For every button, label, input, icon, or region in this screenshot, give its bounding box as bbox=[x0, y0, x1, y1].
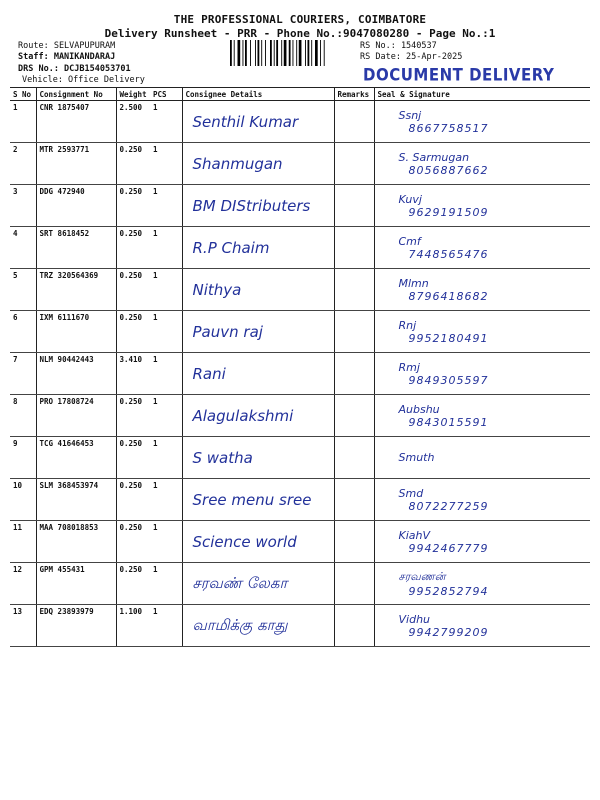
cell-sno: 11 bbox=[10, 521, 36, 563]
cell-weight: 0.250 bbox=[116, 269, 150, 311]
cell-signature bbox=[374, 311, 590, 353]
signature-scribble: Rnj bbox=[398, 318, 417, 332]
table-header-row bbox=[10, 88, 590, 101]
cell-consignee: Shanmugan bbox=[182, 143, 334, 185]
cell-sno: 10 bbox=[10, 479, 36, 521]
cell-remarks bbox=[334, 437, 374, 479]
signature-phone: 9942467779 bbox=[408, 541, 489, 555]
cell-remarks bbox=[334, 227, 374, 269]
col-signature: Seal & Signature bbox=[374, 88, 590, 101]
table-row bbox=[10, 353, 590, 395]
table-row bbox=[10, 479, 590, 521]
cell-remarks bbox=[334, 185, 374, 227]
table-row bbox=[10, 437, 590, 479]
signature-phone: 9952852794 bbox=[408, 584, 489, 598]
cell-pcs: 1 bbox=[150, 143, 182, 185]
cell-remarks bbox=[334, 143, 374, 185]
cell-consignment-no: MTR 2593771 bbox=[36, 143, 116, 185]
cell-consignee: சரவண் லேகா bbox=[182, 563, 334, 605]
cell-signature bbox=[374, 101, 590, 143]
cell-pcs: 1 bbox=[150, 395, 182, 437]
cell-weight: 0.250 bbox=[116, 395, 150, 437]
cell-signature bbox=[374, 437, 590, 479]
cell-weight: 3.410 bbox=[116, 353, 150, 395]
cell-consignment-no: CNR 1875407 bbox=[36, 101, 116, 143]
cell-weight: 0.250 bbox=[116, 437, 150, 479]
cell-consignment-no: SLM 368453974 bbox=[36, 479, 116, 521]
cell-consignment-no: GPM 455431 bbox=[36, 563, 116, 605]
cell-pcs: 1 bbox=[150, 227, 182, 269]
signature-phone: 9942799209 bbox=[408, 625, 489, 639]
cell-sno: 8 bbox=[10, 395, 36, 437]
signature-phone: 9843015591 bbox=[408, 415, 489, 429]
cell-remarks bbox=[334, 479, 374, 521]
signature-phone: 8796418682 bbox=[408, 289, 489, 303]
cell-signature bbox=[374, 353, 590, 395]
cell-consignment-no: DDG 472940 bbox=[36, 185, 116, 227]
cell-signature bbox=[374, 269, 590, 311]
table-row bbox=[10, 227, 590, 269]
cell-pcs: 1 bbox=[150, 479, 182, 521]
col-sno: S No bbox=[10, 88, 36, 101]
cell-remarks bbox=[334, 563, 374, 605]
cell-consignee: Alagulakshmi bbox=[182, 395, 334, 437]
table-row bbox=[10, 395, 590, 437]
cell-consignment-no: TCG 41646453 bbox=[36, 437, 116, 479]
route-label: Route: SELVAPUPURAM bbox=[18, 41, 116, 51]
table-row bbox=[10, 269, 590, 311]
cell-consignee: Pauvn raj bbox=[182, 311, 334, 353]
cell-sno: 9 bbox=[10, 437, 36, 479]
cell-weight: 0.250 bbox=[116, 227, 150, 269]
cell-consignment-no: NLM 90442443 bbox=[36, 353, 116, 395]
signature-scribble: Vidhu bbox=[398, 612, 431, 626]
signature-scribble: Kuvj bbox=[398, 192, 422, 206]
cell-remarks bbox=[334, 353, 374, 395]
cell-weight: 0.250 bbox=[116, 143, 150, 185]
table-row bbox=[10, 563, 590, 605]
cell-consignment-no: EDQ 23893979 bbox=[36, 605, 116, 647]
cell-sno: 2 bbox=[10, 143, 36, 185]
cell-signature bbox=[374, 605, 590, 647]
signature-scribble: Ssnj bbox=[398, 108, 422, 122]
cell-sno: 1 bbox=[10, 101, 36, 143]
cell-signature bbox=[374, 185, 590, 227]
cell-signature bbox=[374, 563, 590, 605]
cell-weight: 0.250 bbox=[116, 185, 150, 227]
cell-sno: 5 bbox=[10, 269, 36, 311]
table-row bbox=[10, 185, 590, 227]
cell-remarks bbox=[334, 101, 374, 143]
signature-scribble: KiahV bbox=[398, 528, 431, 542]
cell-pcs: 1 bbox=[150, 521, 182, 563]
cell-signature bbox=[374, 521, 590, 563]
table-row bbox=[10, 101, 590, 143]
signature-phone: 8056887662 bbox=[408, 163, 489, 177]
signature-scribble: Smuth bbox=[398, 451, 435, 464]
signature-phone: 9629191509 bbox=[408, 205, 489, 219]
cell-remarks bbox=[334, 605, 374, 647]
cell-consignee: BM DIStributers bbox=[182, 185, 334, 227]
col-pcs: PCS bbox=[150, 88, 182, 101]
cell-signature bbox=[374, 479, 590, 521]
cell-pcs: 1 bbox=[150, 185, 182, 227]
cell-sno: 7 bbox=[10, 353, 36, 395]
cell-consignee: R.P Chaim bbox=[182, 227, 334, 269]
cell-consignee: Sree menu sree bbox=[182, 479, 334, 521]
signature-phone: 8667758517 bbox=[408, 121, 489, 135]
signature-phone: 9952180491 bbox=[408, 331, 489, 345]
col-consignment: Consignment No bbox=[36, 88, 116, 101]
staff-label: Staff: MANIKANDARAJ bbox=[18, 52, 116, 62]
cell-pcs: 1 bbox=[150, 101, 182, 143]
cell-weight: 2.500 bbox=[116, 101, 150, 143]
table-row bbox=[10, 311, 590, 353]
cell-sno: 6 bbox=[10, 311, 36, 353]
cell-pcs: 1 bbox=[150, 311, 182, 353]
table-row bbox=[10, 521, 590, 563]
cell-consignment-no: SRT 8618452 bbox=[36, 227, 116, 269]
cell-signature bbox=[374, 143, 590, 185]
cell-weight: 0.250 bbox=[116, 311, 150, 353]
cell-consignment-no: MAA 708018853 bbox=[36, 521, 116, 563]
runsheet-table bbox=[10, 87, 590, 647]
table-row bbox=[10, 143, 590, 185]
table-row bbox=[10, 605, 590, 647]
drs-label: DRS No.: DCJB154053701 bbox=[18, 64, 131, 74]
cell-consignee: வாமிக்கு காது bbox=[182, 605, 334, 647]
signature-scribble: Aubshu bbox=[398, 402, 440, 416]
cell-weight: 0.250 bbox=[116, 521, 150, 563]
col-consignee: Consignee Details bbox=[182, 88, 334, 101]
cell-signature bbox=[374, 227, 590, 269]
signature-scribble: Smd bbox=[398, 486, 424, 500]
cell-weight: 0.250 bbox=[116, 479, 150, 521]
cell-pcs: 1 bbox=[150, 353, 182, 395]
cell-pcs: 1 bbox=[150, 605, 182, 647]
cell-remarks bbox=[334, 395, 374, 437]
runsheet-subtitle: Delivery Runsheet - PRR - Phone No.:9047080280 - Page No.:1 bbox=[104, 27, 496, 40]
col-remarks: Remarks bbox=[334, 88, 374, 101]
signature-scribble: Cmf bbox=[398, 234, 421, 248]
cell-consignment-no: PRO 17808724 bbox=[36, 395, 116, 437]
cell-consignee: Rani bbox=[182, 353, 334, 395]
cell-sno: 13 bbox=[10, 605, 36, 647]
document-delivery-stamp: DOCUMENT DELIVERY bbox=[363, 65, 555, 85]
cell-consignee: S watha bbox=[182, 437, 334, 479]
signature-phone: 9849305597 bbox=[408, 373, 489, 387]
col-weight: Weight bbox=[116, 88, 150, 101]
cell-remarks bbox=[334, 269, 374, 311]
rs-number: RS No.: 1540537 bbox=[360, 41, 437, 51]
cell-consignee: Science world bbox=[182, 521, 334, 563]
signature-phone: 8072277259 bbox=[408, 499, 489, 513]
rs-date: RS Date: 25-Apr-2025 bbox=[360, 52, 463, 62]
cell-pcs: 1 bbox=[150, 437, 182, 479]
cell-pcs: 1 bbox=[150, 269, 182, 311]
signature-phone: 7448565476 bbox=[408, 247, 489, 261]
cell-remarks bbox=[334, 521, 374, 563]
company-title: THE PROFESSIONAL COURIERS, COIMBATORE bbox=[173, 13, 427, 26]
cell-consignee: Senthil Kumar bbox=[182, 101, 334, 143]
cell-consignment-no: TRZ 320564369 bbox=[36, 269, 116, 311]
cell-consignee: Nithya bbox=[182, 269, 334, 311]
cell-pcs: 1 bbox=[150, 563, 182, 605]
cell-signature bbox=[374, 395, 590, 437]
cell-consignment-no: IXM 6111670 bbox=[36, 311, 116, 353]
signature-scribble: Mlmn bbox=[398, 276, 429, 290]
cell-sno: 4 bbox=[10, 227, 36, 269]
signature-scribble: சரவணன் bbox=[398, 569, 446, 583]
cell-remarks bbox=[334, 311, 374, 353]
barcode bbox=[230, 40, 355, 66]
cell-weight: 0.250 bbox=[116, 563, 150, 605]
signature-scribble: Rmj bbox=[398, 360, 420, 374]
cell-sno: 12 bbox=[10, 563, 36, 605]
signature-scribble: S. Sarmugan bbox=[398, 150, 470, 164]
cell-weight: 1.100 bbox=[116, 605, 150, 647]
vehicle-label: Vehicle: Office Delivery bbox=[22, 75, 145, 85]
cell-sno: 3 bbox=[10, 185, 36, 227]
